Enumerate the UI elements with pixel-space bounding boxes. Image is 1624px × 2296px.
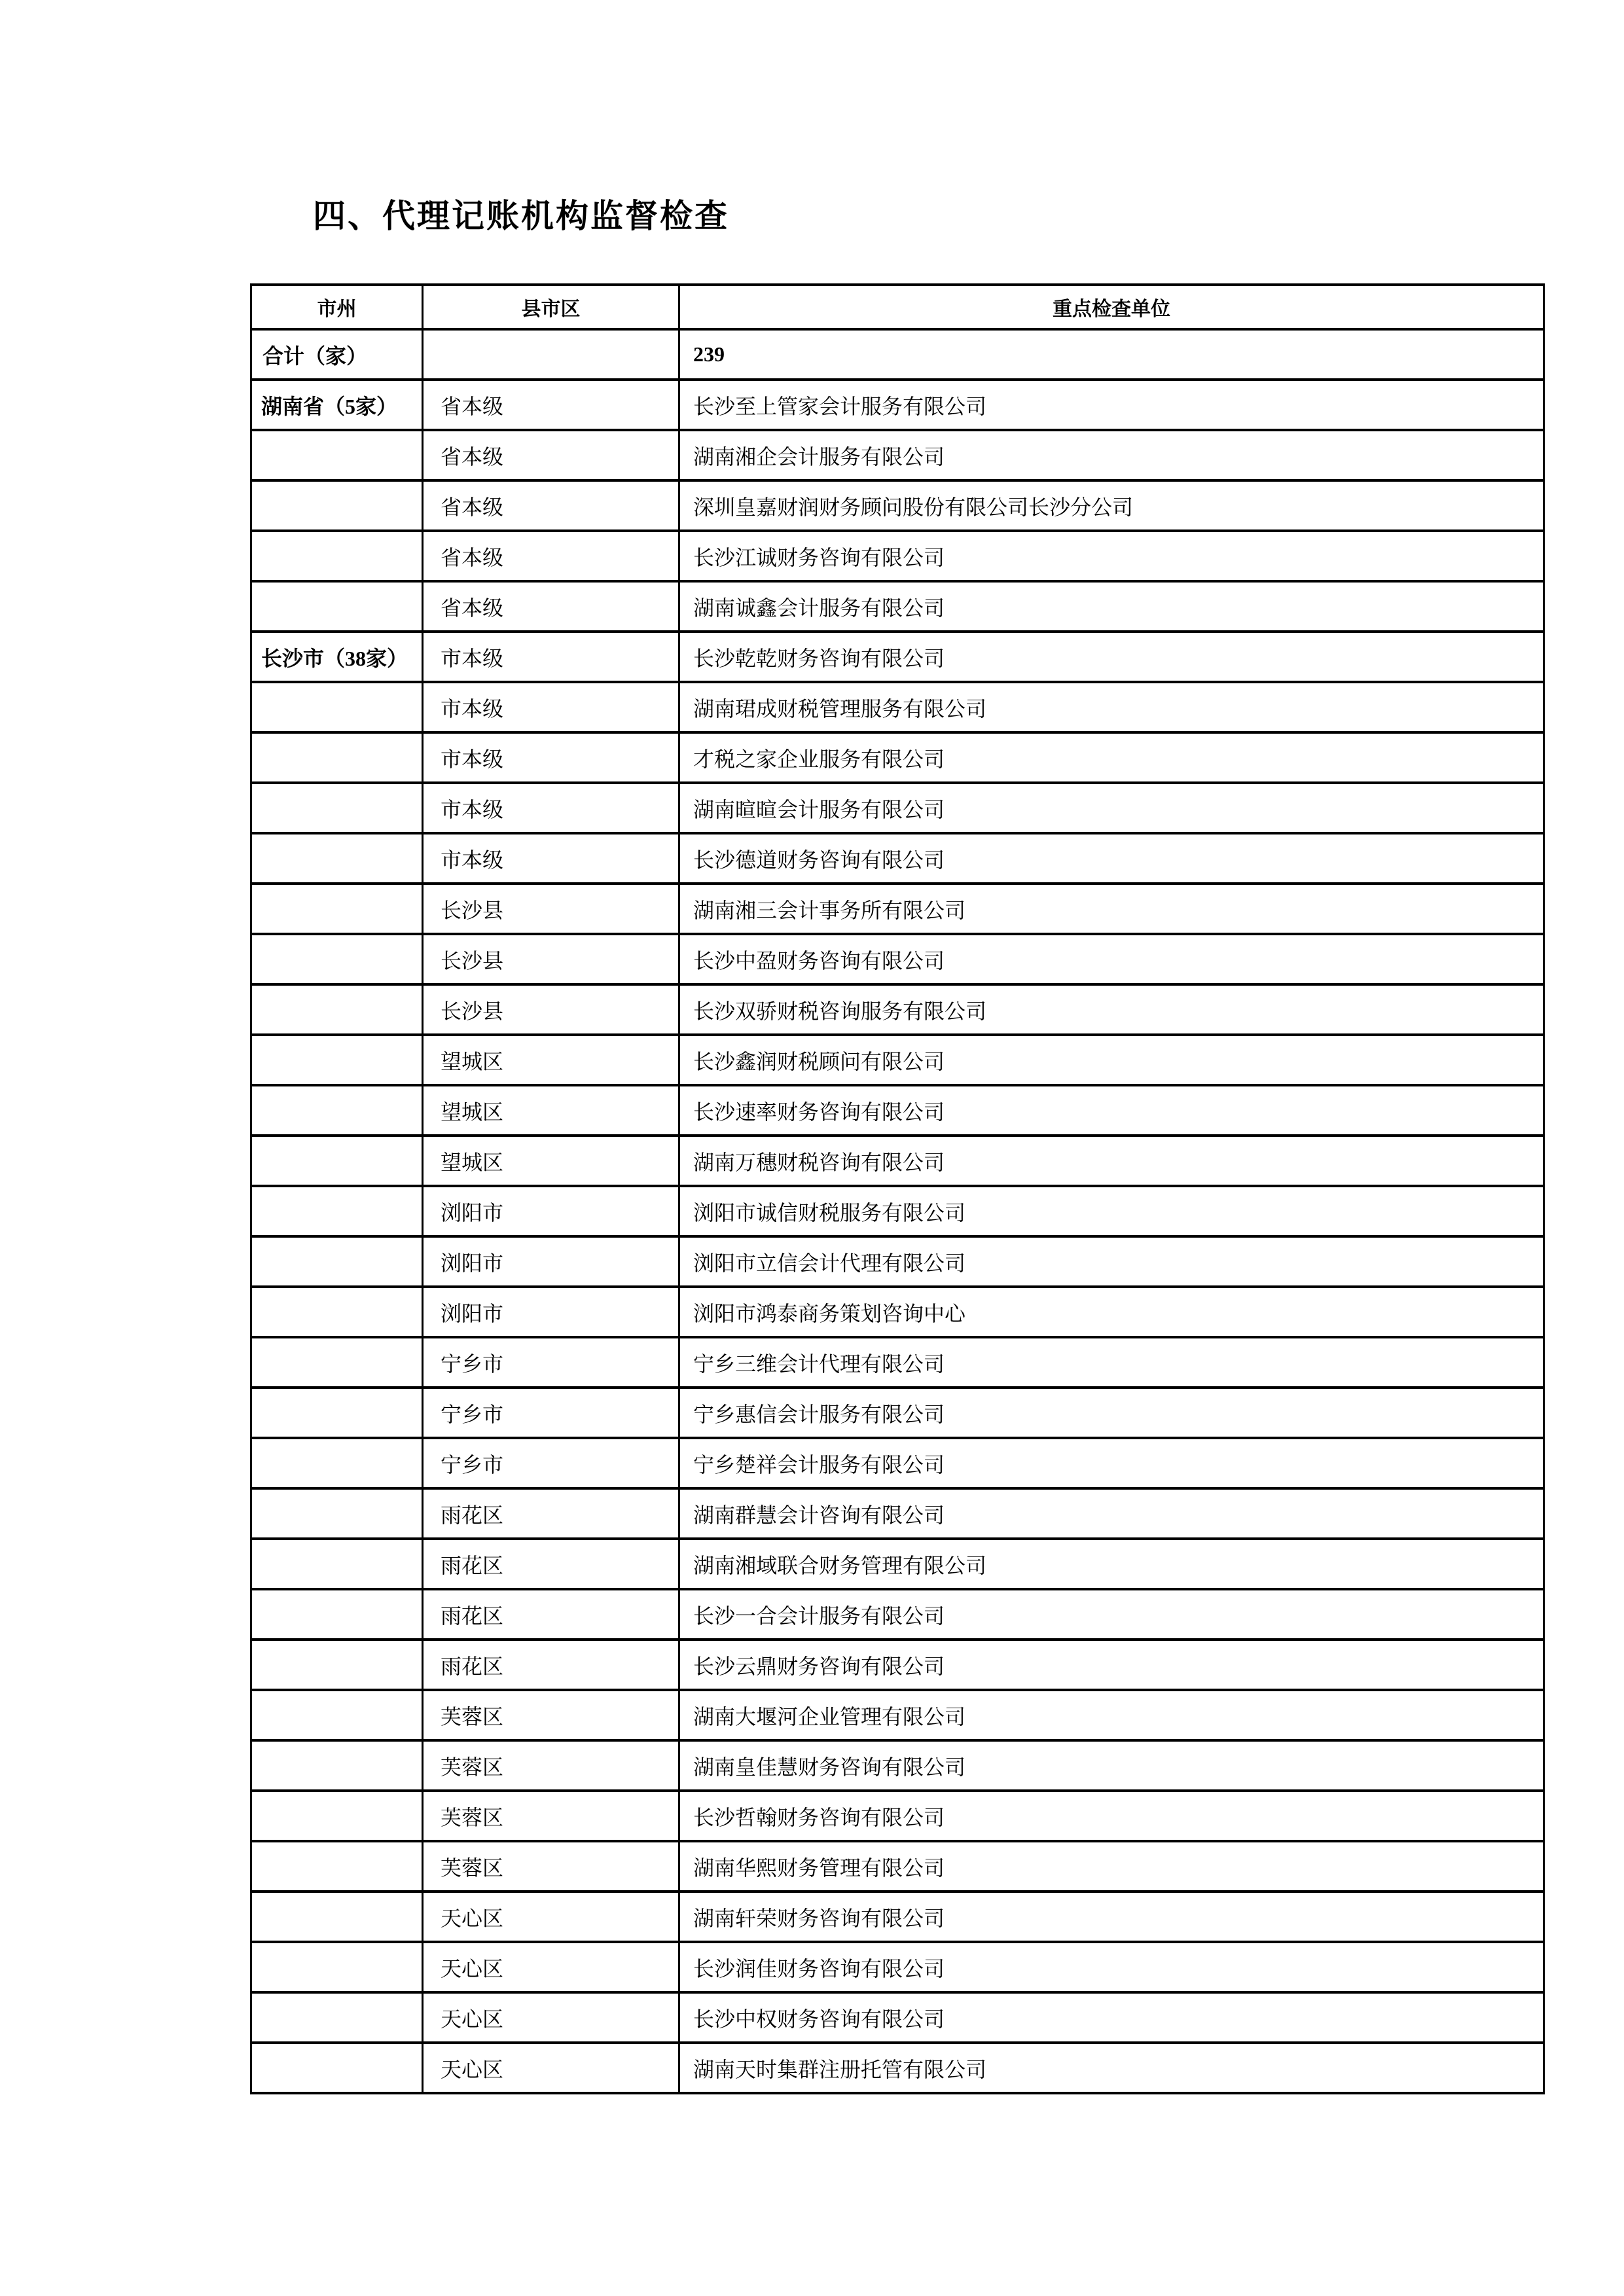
- table-row: [251, 430, 1544, 480]
- unit-cell: 长沙江诚财务咨询有限公司: [679, 531, 1544, 581]
- district-cell: 省本级: [423, 380, 679, 430]
- document-title: 四、代理记账机构监督检查: [313, 198, 729, 234]
- table-row: [251, 732, 1544, 783]
- district-cell: 省本级: [423, 581, 679, 632]
- unit-cell: 宁乡惠信会计服务有限公司: [679, 1388, 1544, 1438]
- table-row: [251, 1085, 1544, 1136]
- table-row: [251, 884, 1544, 934]
- inspection-table: [250, 283, 1545, 2094]
- city-cell: [251, 430, 423, 480]
- table-row: [251, 1791, 1544, 1841]
- table-row: [251, 833, 1544, 884]
- city-cell: [251, 1136, 423, 1186]
- city-cell: [251, 1992, 423, 2043]
- table-row: [251, 1640, 1544, 1690]
- city-cell: [251, 1388, 423, 1438]
- unit-cell: 湖南暄暄会计服务有限公司: [679, 783, 1544, 833]
- total-value-cell: 239: [679, 329, 1544, 380]
- unit-cell: 长沙润佳财务咨询有限公司: [679, 1942, 1544, 1992]
- unit-cell: 湖南大堰河企业管理有限公司: [679, 1690, 1544, 1740]
- city-cell: [251, 783, 423, 833]
- unit-cell: 长沙乾乾财务咨询有限公司: [679, 632, 1544, 682]
- unit-cell: 湖南天时集群注册托管有限公司: [679, 2043, 1544, 2093]
- city-cell: [251, 1841, 423, 1892]
- table-row: [251, 380, 1544, 430]
- table-row: [251, 1236, 1544, 1287]
- unit-cell: 长沙速率财务咨询有限公司: [679, 1085, 1544, 1136]
- table-row: [251, 1589, 1544, 1640]
- unit-cell: 湖南湘三会计事务所有限公司: [679, 884, 1544, 934]
- table-row: [251, 1488, 1544, 1539]
- unit-cell: 长沙鑫润财税顾问有限公司: [679, 1035, 1544, 1085]
- city-cell: [251, 1539, 423, 1589]
- city-cell: [251, 833, 423, 884]
- table-row: [251, 531, 1544, 581]
- table-body: [251, 329, 1544, 2093]
- unit-cell: 湖南诚鑫会计服务有限公司: [679, 581, 1544, 632]
- unit-cell: 深圳皇嘉财润财务顾问股份有限公司长沙分公司: [679, 480, 1544, 531]
- city-cell: 湖南省（5家）: [251, 380, 423, 430]
- unit-cell: 浏阳市鸿泰商务策划咨询中心: [679, 1287, 1544, 1337]
- table-row: [251, 1841, 1544, 1892]
- city-cell: [251, 581, 423, 632]
- unit-cell: 长沙云鼎财务咨询有限公司: [679, 1640, 1544, 1690]
- district-cell: 芙蓉区: [423, 1841, 679, 1892]
- city-cell: [251, 934, 423, 984]
- district-cell: 宁乡市: [423, 1438, 679, 1488]
- table-row: [251, 1740, 1544, 1791]
- district-cell: 望城区: [423, 1085, 679, 1136]
- table-row: [251, 1287, 1544, 1337]
- table-row: [251, 783, 1544, 833]
- table-header-row: [251, 285, 1544, 329]
- total-row: [251, 329, 1544, 380]
- district-cell: 省本级: [423, 531, 679, 581]
- district-cell: 市本级: [423, 732, 679, 783]
- district-cell: 芙蓉区: [423, 1791, 679, 1841]
- district-cell: 芙蓉区: [423, 1740, 679, 1791]
- city-cell: [251, 1640, 423, 1690]
- table-row: [251, 1388, 1544, 1438]
- city-cell: [251, 531, 423, 581]
- district-cell: 市本级: [423, 682, 679, 732]
- city-cell: [251, 1791, 423, 1841]
- city-cell: [251, 1438, 423, 1488]
- table-row: [251, 1438, 1544, 1488]
- city-cell: [251, 1337, 423, 1388]
- table-row: [251, 2043, 1544, 2093]
- unit-cell: 长沙哲翰财务咨询有限公司: [679, 1791, 1544, 1841]
- unit-cell: 宁乡楚祥会计服务有限公司: [679, 1438, 1544, 1488]
- table-row: [251, 1186, 1544, 1236]
- unit-cell: 长沙至上管家会计服务有限公司: [679, 380, 1544, 430]
- district-cell: 宁乡市: [423, 1388, 679, 1438]
- city-cell: [251, 2043, 423, 2093]
- city-cell: [251, 682, 423, 732]
- city-cell: [251, 480, 423, 531]
- total-label-cell: 合计（家）: [251, 329, 423, 380]
- unit-cell: 长沙中盈财务咨询有限公司: [679, 934, 1544, 984]
- table-row: [251, 1539, 1544, 1589]
- district-cell: 天心区: [423, 1892, 679, 1942]
- city-cell: [251, 1892, 423, 1942]
- district-cell: 浏阳市: [423, 1236, 679, 1287]
- table-row: [251, 934, 1544, 984]
- table-row: [251, 480, 1544, 531]
- city-cell: [251, 1690, 423, 1740]
- city-cell: [251, 884, 423, 934]
- district-cell: 浏阳市: [423, 1186, 679, 1236]
- district-cell: 宁乡市: [423, 1337, 679, 1388]
- district-cell: 市本级: [423, 833, 679, 884]
- unit-cell: 才税之家企业服务有限公司: [679, 732, 1544, 783]
- district-cell: 雨花区: [423, 1589, 679, 1640]
- district-cell: 望城区: [423, 1035, 679, 1085]
- table-row: [251, 1690, 1544, 1740]
- district-cell: 浏阳市: [423, 1287, 679, 1337]
- district-cell: 雨花区: [423, 1539, 679, 1589]
- city-cell: [251, 1035, 423, 1085]
- unit-cell: 长沙德道财务咨询有限公司: [679, 833, 1544, 884]
- unit-cell: 湖南群慧会计咨询有限公司: [679, 1488, 1544, 1539]
- unit-cell: 长沙一合会计服务有限公司: [679, 1589, 1544, 1640]
- unit-cell: 湖南皇佳慧财务咨询有限公司: [679, 1740, 1544, 1791]
- city-cell: [251, 984, 423, 1035]
- table-row: [251, 581, 1544, 632]
- unit-cell: 长沙中权财务咨询有限公司: [679, 1992, 1544, 2043]
- district-cell: 长沙县: [423, 884, 679, 934]
- city-cell: [251, 1589, 423, 1640]
- unit-cell: 浏阳市立信会计代理有限公司: [679, 1236, 1544, 1287]
- table-row: [251, 1337, 1544, 1388]
- table-row: [251, 1035, 1544, 1085]
- city-cell: [251, 1488, 423, 1539]
- unit-cell: 湖南万穗财税咨询有限公司: [679, 1136, 1544, 1186]
- total-empty-cell: [423, 329, 679, 380]
- district-cell: 天心区: [423, 2043, 679, 2093]
- table-row: [251, 1942, 1544, 1992]
- table-row: [251, 1992, 1544, 2043]
- city-cell: [251, 1287, 423, 1337]
- table-row: [251, 632, 1544, 682]
- city-cell: [251, 1186, 423, 1236]
- header-cell-district: 县市区: [423, 285, 679, 329]
- table-row: [251, 984, 1544, 1035]
- unit-cell: 湖南湘域联合财务管理有限公司: [679, 1539, 1544, 1589]
- unit-cell: 湖南轩荣财务咨询有限公司: [679, 1892, 1544, 1942]
- unit-cell: 长沙双骄财税咨询服务有限公司: [679, 984, 1544, 1035]
- district-cell: 雨花区: [423, 1640, 679, 1690]
- district-cell: 省本级: [423, 430, 679, 480]
- unit-cell: 湖南湘企会计服务有限公司: [679, 430, 1544, 480]
- district-cell: 省本级: [423, 480, 679, 531]
- unit-cell: 湖南珺成财税管理服务有限公司: [679, 682, 1544, 732]
- district-cell: 长沙县: [423, 984, 679, 1035]
- district-cell: 望城区: [423, 1136, 679, 1186]
- city-cell: 长沙市（38家）: [251, 632, 423, 682]
- city-cell: [251, 1085, 423, 1136]
- district-cell: 芙蓉区: [423, 1690, 679, 1740]
- table-row: [251, 1892, 1544, 1942]
- header-cell-city: 市州: [251, 285, 423, 329]
- city-cell: [251, 732, 423, 783]
- district-cell: 市本级: [423, 632, 679, 682]
- table-row: [251, 682, 1544, 732]
- header-cell-unit: 重点检查单位: [679, 285, 1544, 329]
- table-row: [251, 1136, 1544, 1186]
- district-cell: 天心区: [423, 1942, 679, 1992]
- district-cell: 天心区: [423, 1992, 679, 2043]
- city-cell: [251, 1236, 423, 1287]
- district-cell: 雨花区: [423, 1488, 679, 1539]
- district-cell: 长沙县: [423, 934, 679, 984]
- city-cell: [251, 1740, 423, 1791]
- city-cell: [251, 1942, 423, 1992]
- district-cell: 市本级: [423, 783, 679, 833]
- unit-cell: 湖南华熙财务管理有限公司: [679, 1841, 1544, 1892]
- unit-cell: 浏阳市诚信财税服务有限公司: [679, 1186, 1544, 1236]
- unit-cell: 宁乡三维会计代理有限公司: [679, 1337, 1544, 1388]
